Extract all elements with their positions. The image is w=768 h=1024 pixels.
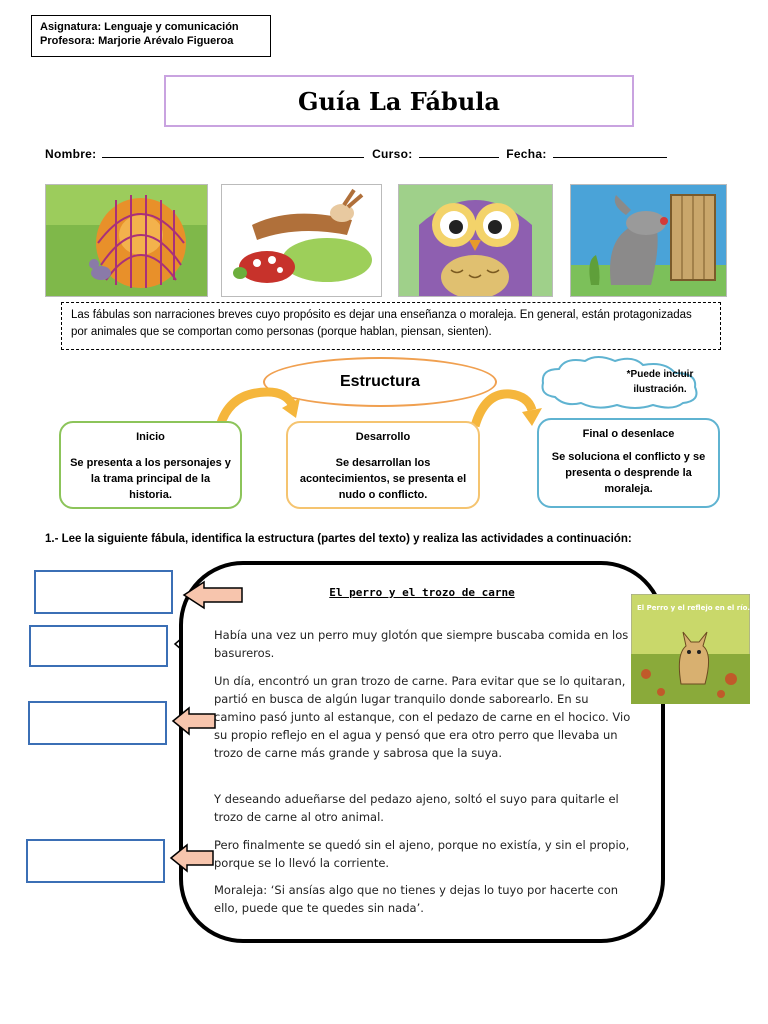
story-moral: Moraleja: ‘Si ansías algo que no tienes y dejas lo tuyo por hacerte con ello, puede que te quedes sin nada’. bbox=[214, 883, 619, 915]
answer-box-4[interactable] bbox=[26, 839, 165, 883]
page-title: Guía La Fábula bbox=[164, 75, 634, 127]
stage-inicio-title: Inicio bbox=[136, 431, 165, 443]
name-field[interactable] bbox=[102, 145, 364, 158]
pointer-arrow-3 bbox=[165, 843, 217, 873]
story-paragraph-3: Y deseando adueñarse del pedazo ajeno, soltó el suyo para quitarle el trozo de carne al otro animal. bbox=[214, 792, 619, 824]
story-title: El perro y el trozo de carne bbox=[329, 586, 515, 599]
wolf-at-door-illustration bbox=[570, 184, 727, 297]
dog-reflection-illustration bbox=[631, 594, 750, 704]
answer-box-2[interactable] bbox=[29, 625, 168, 667]
illustration-caption: El Perro y el reflejo en el río. bbox=[637, 604, 750, 612]
structure-title-oval: Estructura bbox=[263, 357, 497, 407]
student-form-line bbox=[45, 145, 671, 161]
answer-box-1[interactable] bbox=[34, 570, 173, 614]
date-label: Fecha: bbox=[506, 147, 547, 161]
stage-desarrollo-box bbox=[286, 421, 480, 509]
date-field[interactable] bbox=[553, 145, 667, 158]
stage-final-text: Se soluciona el conflicto y se presenta o desprende la moraleja. bbox=[551, 451, 706, 495]
stage-final-title: Final o desenlace bbox=[582, 428, 675, 440]
owl-illustration bbox=[398, 184, 553, 297]
subject-label: Asignatura: Lenguaje y comunicación bbox=[40, 21, 239, 33]
tortoise-and-hare-illustration bbox=[221, 184, 382, 297]
stage-inicio-text: Se presenta a los personajes y la trama principal de la historia. bbox=[70, 457, 231, 501]
pointer-arrow-2 bbox=[167, 706, 219, 736]
illustration-note: *Puede incluir ilustración. bbox=[626, 369, 694, 395]
arrow-desarrollo-to-final bbox=[475, 394, 542, 426]
course-field[interactable] bbox=[419, 145, 499, 158]
header-info-box bbox=[31, 15, 271, 57]
lion-caged-with-mouse-illustration bbox=[45, 184, 208, 297]
stage-desarrollo-text: Se desarrollan los acontecimientos, se presenta el nudo o conflicto. bbox=[299, 457, 467, 501]
teacher-label: Profesora: Marjorie Arévalo Figueroa bbox=[40, 35, 234, 47]
story-paragraph-4: Pero finalmente se quedó sin el ajeno, porque no existía, y sin el propio, porque se lo llevó la corriente. bbox=[214, 838, 630, 870]
stage-final-box bbox=[537, 418, 720, 508]
story-paragraph-2: Un día, encontró un gran trozo de carne. Para evitar que se lo quitaran, partió en busca de algún lugar tranquilo donde saborearlo. En su camino pasó junto al estanque, con el pedazo de carne en el hocico. Vio su propio reflejo en el agua y pensó que era otro perro que llevaba un trozo de carne más grande y sabrosa que la suya. bbox=[214, 674, 631, 760]
activity-question: 1.- Lee la siguiente fábula, identifica la estructura (partes del texto) y realiza las actividades a continuación: bbox=[45, 533, 632, 545]
name-label: Nombre: bbox=[45, 147, 97, 161]
story-paragraph-1: Había una vez un perro muy glotón que siempre buscaba comida en los basureros. bbox=[214, 628, 629, 660]
stage-inicio-box bbox=[59, 421, 242, 509]
pointer-tick bbox=[172, 636, 184, 652]
course-label: Curso: bbox=[372, 147, 413, 161]
answer-box-3[interactable] bbox=[28, 701, 167, 745]
fable-definition-text: Las fábulas son narraciones breves cuyo propósito es dejar una enseñanza o moraleja. En general, están protagonizadas por animales que se comportan como personas (porque hablan, piensan, sienten). bbox=[61, 302, 721, 350]
stage-desarrollo-title: Desarrollo bbox=[355, 431, 411, 443]
